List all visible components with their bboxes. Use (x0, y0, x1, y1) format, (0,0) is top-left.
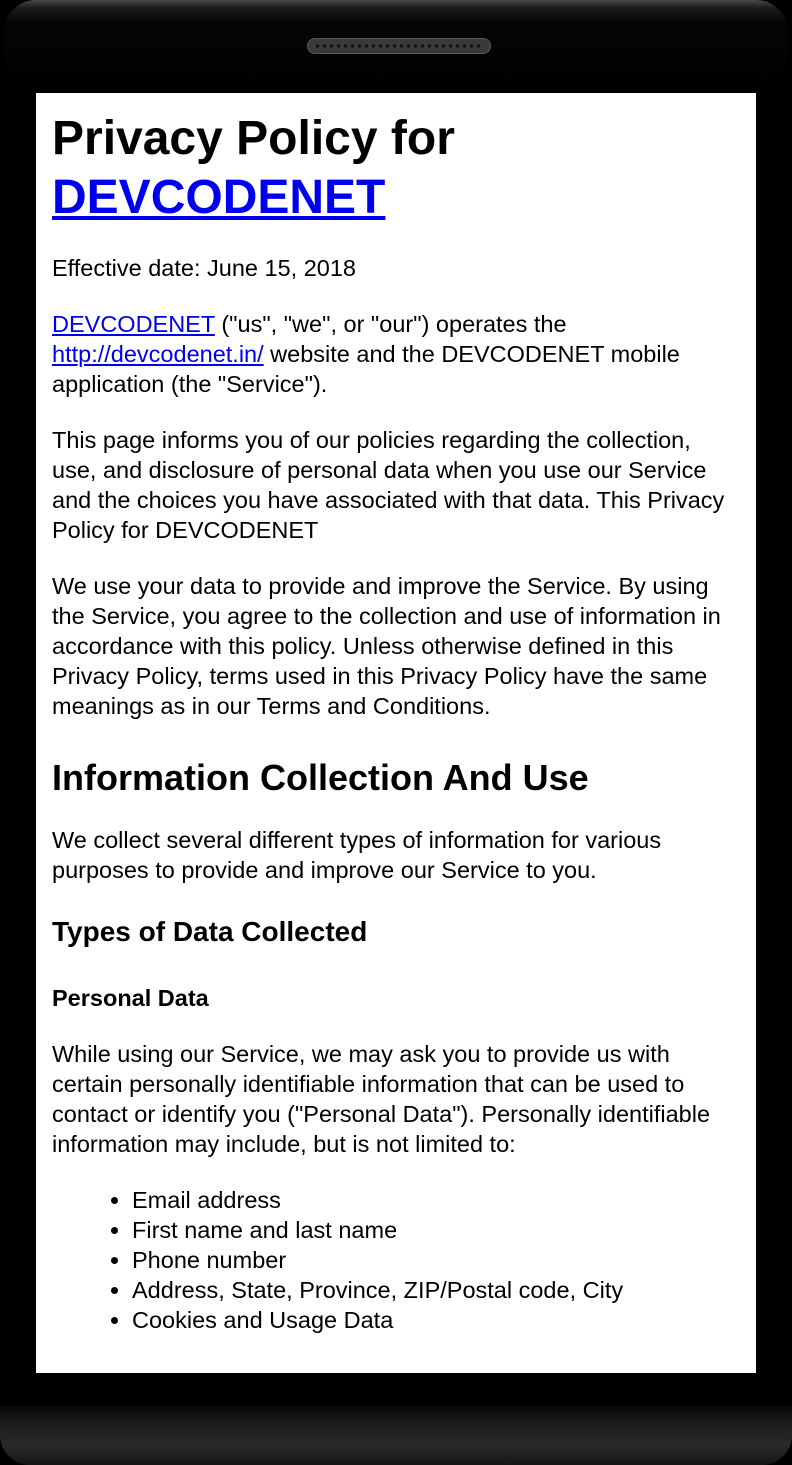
intro-text-1: ("us", "we", or "our") operates the (214, 311, 567, 337)
list-item: • First name and last name (132, 1215, 740, 1245)
personal-data-paragraph: While using our Service, we may ask you to provide us with certain personally identifiable information that can be used to contact or identify you ("Personal Data"). Personally identifiable information may include, but is not limited to: (52, 1041, 711, 1157)
collection-heading: Information Collection And Use (52, 757, 589, 798)
data-use-paragraph: We use your data to provide and improve the Service. By using the Service, you agree to the collection and use of information in accordance with this policy. Unless otherwise defined in this Privacy Policy, terms used in this Privacy Policy have the same meanings as in our Terms and Conditions. (52, 573, 721, 719)
types-heading: Types of Data Collected (52, 916, 368, 947)
website-url-link[interactable]: http://devcodenet.in/ (52, 341, 264, 367)
personal-data-list (52, 1185, 740, 1335)
policies-paragraph: This page informs you of our policies regarding the collection, use, and disclosure of personal data when you use our Service and the choices you have associated with that data. This Privacy Policy for DEVCODENET (52, 427, 725, 543)
page-title-text: Privacy Policy for (52, 112, 455, 165)
list-item: • Address, State, Province, ZIP/Postal code, City (132, 1275, 740, 1305)
list-item: • Phone number (132, 1245, 740, 1275)
privacy-policy-document (36, 93, 756, 1335)
personal-data-heading: Personal Data (52, 985, 209, 1011)
page-title (52, 109, 740, 227)
webview-screen[interactable] (36, 93, 756, 1373)
title-devcodenet-link[interactable]: DEVCODENET (52, 171, 386, 224)
effective-date: Effective date: June 15, 2018 (52, 255, 356, 281)
intro-paragraph (52, 309, 740, 399)
list-item: • Cookies and Usage Data (132, 1305, 740, 1335)
devcodenet-link[interactable]: DEVCODENET (52, 311, 215, 337)
phone-top-bezel (4, 0, 788, 93)
phone-bottom-bezel (0, 1405, 792, 1465)
list-item: • Email address (132, 1185, 740, 1215)
collection-paragraph: We collect several different types of information for various purposes to provide and improve our Service to you. (52, 827, 662, 883)
speaker-grille-icon (307, 38, 491, 54)
intro-text-2: website and the DEVCODENET mobile application (the "Service"). (52, 341, 680, 397)
